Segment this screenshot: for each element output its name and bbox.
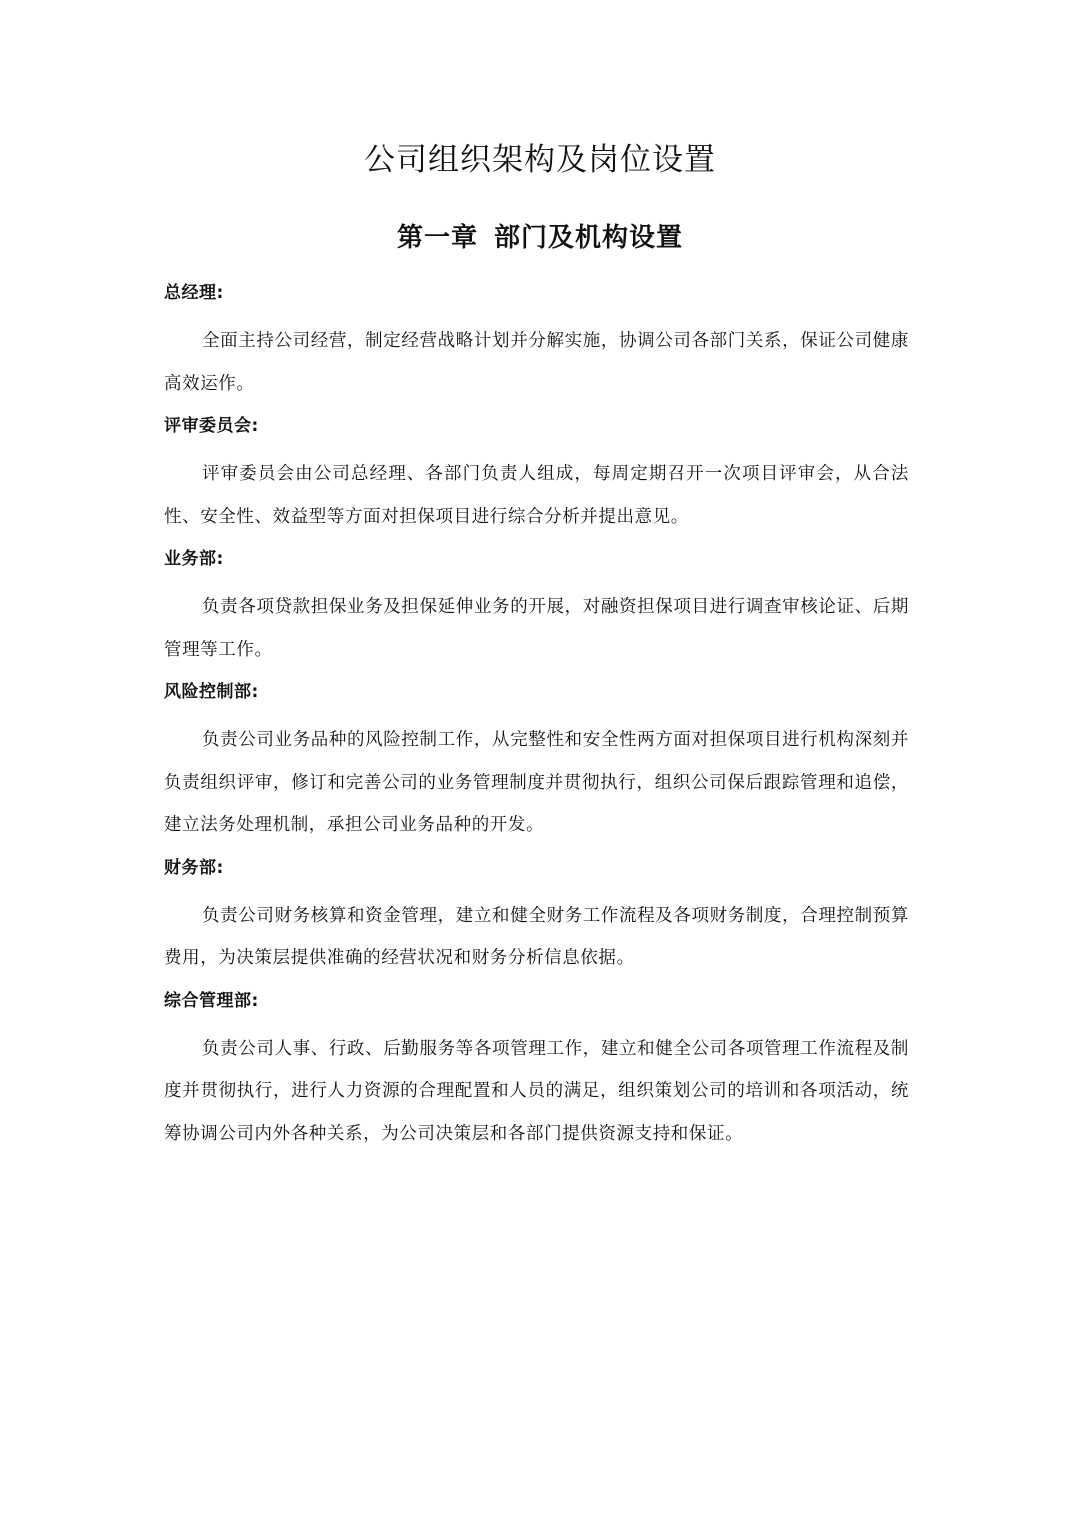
section-risk-control-dept xyxy=(164,677,909,847)
section-general-management-dept xyxy=(164,986,909,1156)
section-review-committee xyxy=(164,411,909,538)
section-general-manager xyxy=(164,278,909,405)
section-body: 负责公司人事、行政、后勤服务等各项管理工作，建立和健全公司各项管理工作流程及制度并贯彻执行，进行人力资源的合理配置和人员的满足，组织策划公司的培训和各项活动，统筹协调公司内外各种关系，为公司决策层和各部门提供资源支持和保证。 xyxy=(164,1038,909,1144)
document-content xyxy=(164,278,909,1161)
chapter-title xyxy=(0,218,1080,258)
section-heading: 综合管理部: xyxy=(164,990,259,1011)
chapter-name: 部门及机构设置 xyxy=(494,223,684,253)
section-business-dept xyxy=(164,544,909,671)
section-heading: 风险控制部: xyxy=(164,682,259,702)
section-body: 负责公司财务核算和资金管理，建立和健全财务工作流程及各项财务制度，合理控制预算费用，为决策层提供准确的经营状况和财务分析信息依据。 xyxy=(164,905,909,968)
section-heading: 总经理: xyxy=(164,283,224,303)
section-heading: 财务部: xyxy=(164,857,224,878)
document-title: 公司组织架构及岗位设置 xyxy=(364,142,716,178)
section-body: 负责各项贷款担保业务及担保延伸业务的开展，对融资担保项目进行调查审核论证、后期管理等工作。 xyxy=(164,597,909,660)
chapter-number: 第一章 xyxy=(396,223,478,253)
section-heading: 业务部: xyxy=(164,549,224,569)
section-finance-dept xyxy=(164,853,909,980)
section-body: 负责公司业务品种的风险控制工作，从完整性和安全性两方面对担保项目进行机构深刻并负责组织评审，修订和完善公司的业务管理制度并贯彻执行，组织公司保后跟踪管理和追偿，建立法务处理机制，承担公司业务品种的开发。 xyxy=(164,730,909,835)
section-body: 全面主持公司经营，制定经营战略计划并分解实施，协调公司各部门关系，保证公司健康高效运作。 xyxy=(164,331,909,394)
section-heading: 评审委员会: xyxy=(164,416,259,436)
section-body: 评审委员会由公司总经理、各部门负责人组成，每周定期召开一次项目评审会，从合法性、安全性、效益型等方面对担保项目进行综合分析并提出意见。 xyxy=(164,464,909,527)
